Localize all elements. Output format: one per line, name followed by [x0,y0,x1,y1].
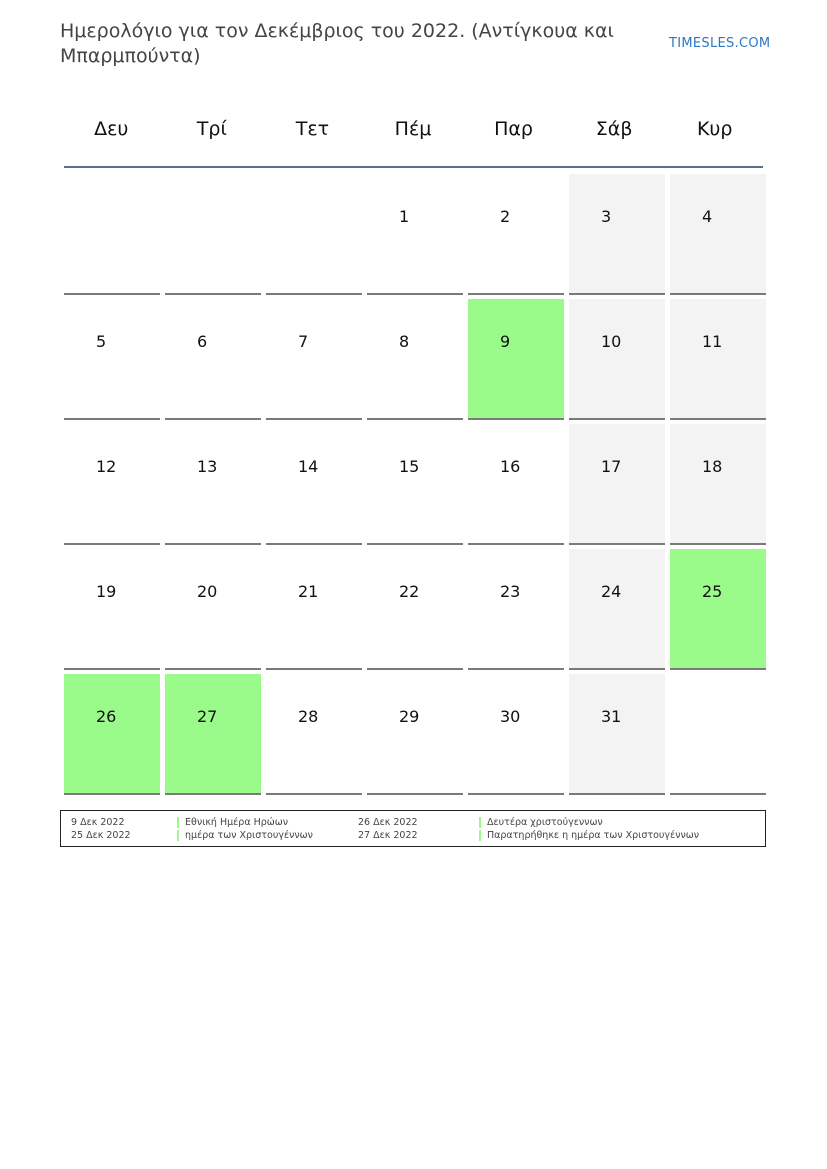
legend-date: 27 Δεκ 2022 [358,830,418,841]
day-number: 25 [702,582,723,601]
day-number: 12 [96,457,117,476]
day-number: 20 [197,582,218,601]
day-cell [165,674,261,795]
day-cell [367,174,463,295]
header-divider [64,166,763,168]
day-cell [266,424,362,545]
day-cell [569,549,665,670]
day-cell [266,549,362,670]
day-number: 29 [399,707,420,726]
day-number: 7 [298,332,309,351]
page-title: Ημερολόγιο για τον Δεκέμβριος του 2022. (Αντίγκουα και Μπαρμπούντα) [60,20,614,67]
day-cell [367,674,463,795]
day-cell [670,424,766,545]
day-number: 10 [601,332,622,351]
day-cell [569,424,665,545]
day-cell [569,174,665,295]
legend-date: 25 Δεκ 2022 [71,830,131,841]
day-cell [569,299,665,420]
day-number: 30 [500,707,521,726]
day-number: 17 [601,457,622,476]
weekday-label: Τετ [295,118,330,140]
day-number: 21 [298,582,319,601]
day-number: 1 [399,207,410,226]
day-cell [266,674,362,795]
day-number: 18 [702,457,723,476]
day-cell [670,549,766,670]
holiday-legend [60,810,766,847]
weekday-label: Παρ [494,118,533,140]
day-cell [165,299,261,420]
empty-day-cell [670,674,766,795]
day-cell [165,549,261,670]
day-number: 19 [96,582,117,601]
day-number: 6 [197,332,208,351]
day-cell [468,674,564,795]
legend-date: 26 Δεκ 2022 [358,817,418,828]
weekday-header [61,104,765,154]
day-cell [367,299,463,420]
day-number: 16 [500,457,521,476]
day-number: 27 [197,707,218,726]
day-number: 9 [500,332,511,351]
weekday-label: Τρί [196,118,227,140]
empty-day-cell [165,174,261,295]
weekday-label: Σάβ [595,118,633,140]
empty-day-cell [64,174,160,295]
legend-holiday-name: ημέρα των Χριστουγέννων [177,830,313,841]
day-number: 14 [298,457,319,476]
day-cell [670,174,766,295]
day-number: 3 [601,207,612,226]
day-cell [367,424,463,545]
legend-holiday-name: Δευτέρα χριστούγεννων [479,817,603,828]
day-number: 15 [399,457,420,476]
weekday-label: Πέμ [394,118,432,140]
weekday-label: Κυρ [696,118,733,140]
day-cell [569,674,665,795]
empty-day-cell [266,174,362,295]
day-cell [64,674,160,795]
day-cell [64,549,160,670]
day-cell [266,299,362,420]
day-number: 24 [601,582,622,601]
day-cell [468,424,564,545]
day-cell [468,549,564,670]
day-cell [64,299,160,420]
day-cell [64,424,160,545]
day-number: 31 [601,707,622,726]
day-cell [468,299,564,420]
day-cell [367,549,463,670]
weekday-label: Δευ [94,118,129,140]
day-number: 5 [96,332,107,351]
legend-holiday-name: Εθνική Ημέρα Ηρώων [177,817,288,828]
day-cell [670,299,766,420]
day-number: 4 [702,207,713,226]
day-cell [468,174,564,295]
day-number: 26 [96,707,117,726]
legend-holiday-name: Παρατηρήθηκε η ημέρα των Χριστουγέννων [479,830,699,841]
day-number: 11 [702,332,723,351]
day-number: 13 [197,457,218,476]
day-number: 8 [399,332,410,351]
day-number: 28 [298,707,319,726]
legend-date: 9 Δεκ 2022 [71,817,125,828]
day-number: 23 [500,582,521,601]
calendar-grid [64,174,768,795]
day-cell [165,424,261,545]
day-number: 2 [500,207,511,226]
brand-link[interactable]: TIMESLES.COM [669,36,771,51]
day-number: 22 [399,582,420,601]
